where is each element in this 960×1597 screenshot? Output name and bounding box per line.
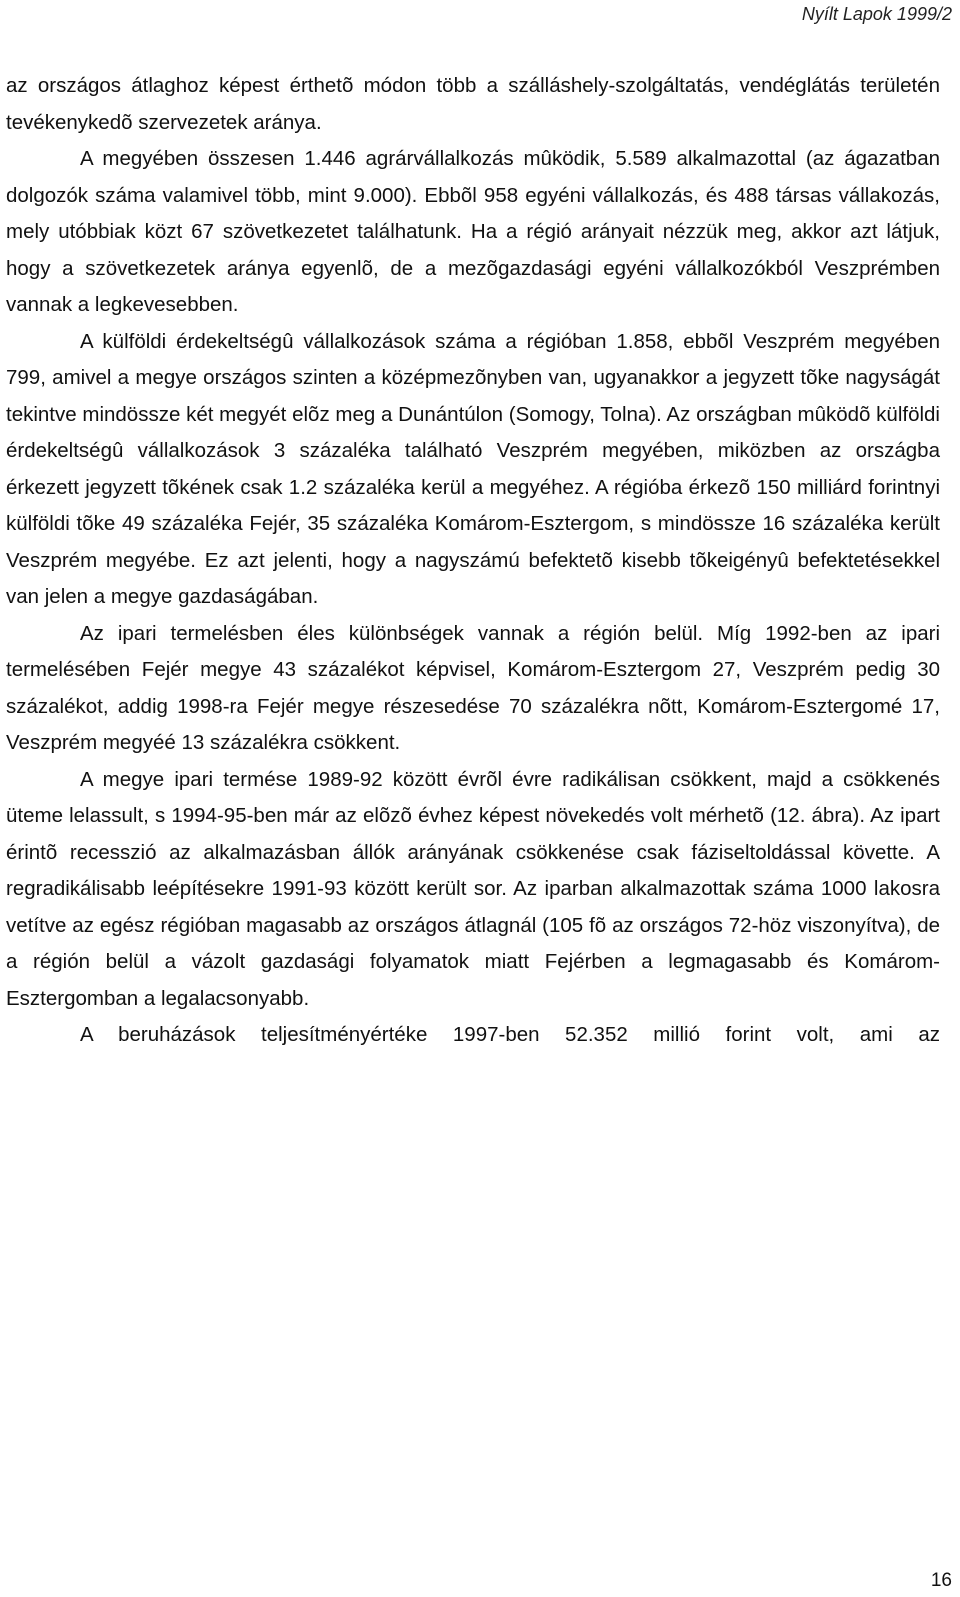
document-body: [6, 68, 940, 1054]
paragraph-foreign-investment: A külföldi érdekeltségû vállalkozások száma a régióban 1.858, ebbõl Veszprém megyében 799, amivel a megye országos szinten a középmezõnyben van, ugyanakkor a jegyzett tõke nagyságát tekintve mindössze két megyét elõz meg a Dunántúlon (Somogy, Tolna). Az országban mûködõ külföldi érdekeltségû vállalkozások 3 százaléka található Veszprém megyében, miközben az országba érkezett jegyzett tõkének csak 1.2 százaléka kerül a megyéhez. A régióba érkezõ 150 milliárd forintnyi külföldi tõke 49 százaléka Fejér, 35 százaléka Komárom-Esztergom, s mindössze 16 százaléka került Veszprém megyébe. Ez azt jelenti, hogy a nagyszámú befektetõ kisebb tõkeigényû befektetésekkel van jelen a megye gazdaságában.: [6, 329, 940, 608]
paragraph-industry-trend: A megye ipari termése 1989-92 között évrõl évre radikálisan csökkent, majd a csökkenés üteme lelassult, s 1994-95-ben már az elõzõ évhez képest növekedés volt mérhetõ (12. ábra). Az ipart érintõ recesszió az alkalmazásban állók arányának csökkenése csak fáziseltoldással követte. A regradikálisabb leépítésekre 1991-93 között került sor. Az iparban alkalmazottak száma 1000 lakosra vetítve az egész régióban magasabb az országos átlagnál (105 fõ az országos 72-höz viszonyítva), de a régión belül a vázolt gazdasági folyamatok miatt Fejérben a legmagasabb és Komárom-Esztergomban a legalacsonyabb.: [6, 767, 940, 1010]
paragraph-continuation: az országos átlaghoz képest érthetõ módon több a szálláshely-szolgáltatás, vendéglátás területén tevékenykedõ szervezetek aránya.: [6, 74, 940, 134]
paragraph-investments: A beruházások teljesítményértéke 1997-ben 52.352 millió forint volt, ami az: [80, 1023, 940, 1046]
running-header: Nyílt Lapok 1999/2: [801, 4, 952, 24]
paragraph-agriculture: A megyében összesen 1.446 agrárvállalkozás mûködik, 5.589 alkalmazottal (az ágazatban dolgozók száma valamivel több, mint 9.000). Ebbõl 958 egyéni vállalkozás, és 488 társas vállakozás, mely utóbbiak közt 67 szövetkezetet találhatunk. Ha a régió arányait nézzük meg, akkor azt látjuk, hogy a szövetkezetek aránya egyenlõ, de a mezõgazdasági egyéni vállalkozókból Veszprémben vannak a legkevesebben.: [6, 147, 940, 316]
paragraph-industrial-production: Az ipari termelésben éles különbségek vannak a régión belül. Míg 1992-ben az ipari termelésében Fejér megye 43 százalékot képvisel, Komárom-Esztergom 27, Veszprém pedig 30 százalékot, addig 1998-ra Fejér megye részesedése 70 százalékra nõtt, Komárom-Esztergomé 17, Veszprém megyéé 13 százalékra csökkent.: [6, 621, 940, 754]
page-number: 16: [930, 1570, 952, 1591]
